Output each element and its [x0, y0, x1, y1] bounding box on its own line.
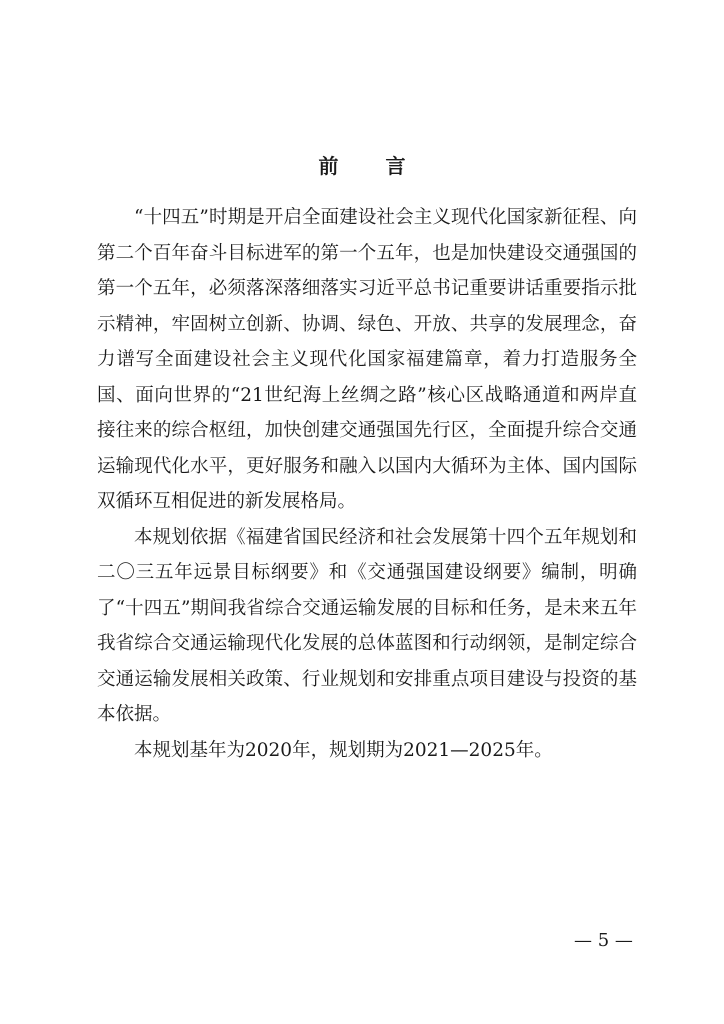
paragraph-period: 本规划基年为2020年，规划期为2021—2025年。 [134, 739, 553, 761]
paragraph-intro: “十四五”时期是开启全面建设社会主义现代化国家新征程、向第二个百年奋斗目标进军的第一个五年，也是加快建设交通强国的第一个五年，必须落深落细落实习近平总书记重要讲话重要指示批示精神，牢固树立创新、协调、绿色、开放、共享的发展理念，奋力谱写全面建设社会主义现代化国家福建篇章，着力打造服务全国、面向世界的“21世纪海上丝绸之路”核心区战略通道和两岸直接往来的综合枢纽，加快创建交通强国先行区，全面提升综合交通运输现代化水平，更好服务和融入以国内大循环为主体、国内国际双循环互相促进的新发展格局。 [97, 207, 637, 512]
page-number: — 5 — [574, 930, 633, 951]
paragraph-basis: 本规划依据《福建省国民经济和社会发展第十四个五年规划和二〇三五年远景目标纲要》和《交通强国建设纲要》编制，明确了“十四五”期间我省综合交通运输发展的目标和任务，是未来五年我省综合交通运输现代化发展的总体蓝图和行动纲领，是制定综合交通运输发展相关政策、行业规划和安排重点项目建设与投资的基本依据。 [97, 526, 637, 725]
page-title: 前 言 [318, 154, 426, 178]
body-text [97, 200, 637, 768]
